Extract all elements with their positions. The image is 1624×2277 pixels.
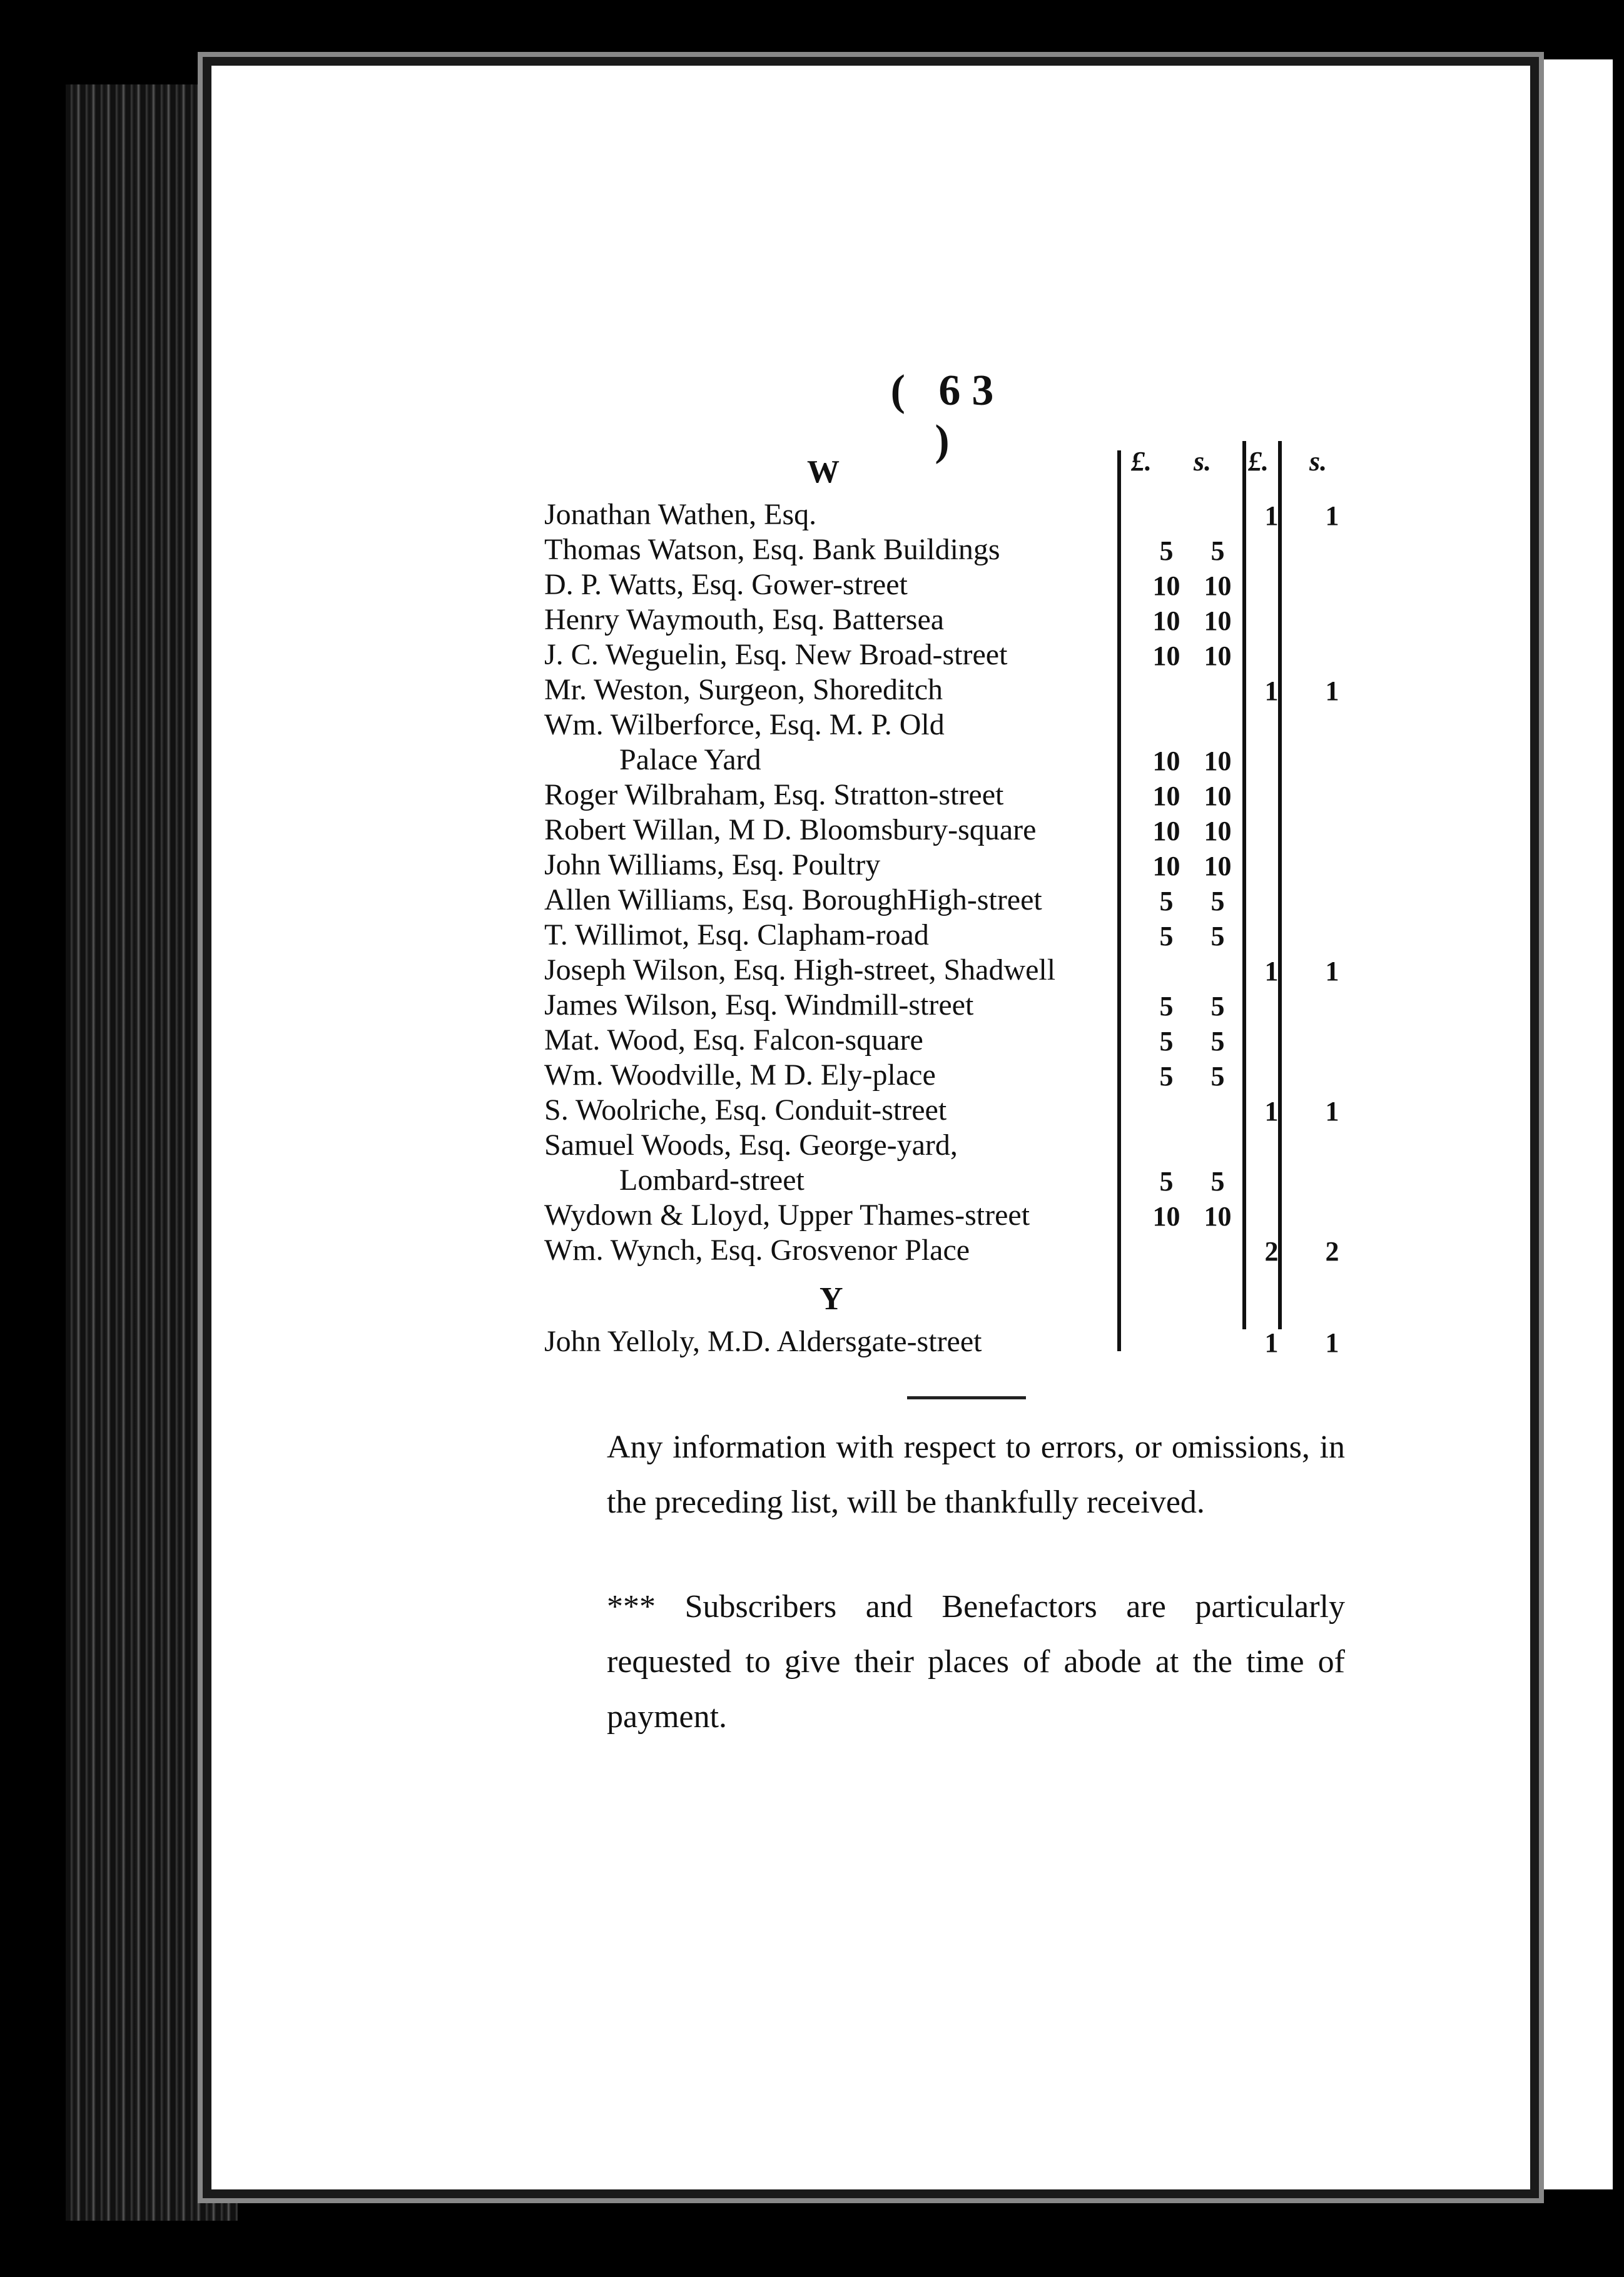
subscriber-shillings-value: 1 — [1325, 500, 1339, 531]
benefactor-pounds-value: 5 — [1159, 886, 1174, 916]
list-item — [0, 813, 1624, 848]
subscriber-pounds-value: 1 — [1264, 500, 1279, 531]
subscriber-name: J. C. Weguelin, Esq. New Broad-street — [544, 638, 1008, 671]
benefactor-pounds-value: 10 — [1152, 816, 1180, 846]
subscriber-pounds-value: 2 — [1264, 1236, 1279, 1267]
benefactor-shillings-value: 5 — [1210, 991, 1225, 1022]
benefactor-pounds-value: 10 — [1152, 606, 1180, 636]
list-item — [0, 1058, 1624, 1093]
benefactor-shillings-value: 5 — [1210, 1166, 1225, 1197]
subscriber-pounds-value: 1 — [1264, 956, 1279, 986]
subscriber-name: D. P. Watts, Esq. Gower-street — [544, 568, 908, 601]
subscriber-name: Joseph Wilson, Esq. High-street, Shadwell — [544, 953, 1056, 986]
subscriber-shillings-value: 1 — [1325, 956, 1339, 986]
subscriber-name: Wm. Wynch, Esq. Grosvenor Place — [544, 1234, 970, 1267]
section-letter: Y — [820, 1281, 843, 1317]
benefactor-shillings-value: 10 — [1204, 746, 1232, 776]
section-rule — [907, 1396, 1026, 1399]
list-item — [0, 778, 1624, 813]
subscriber-name: Wm. Wilberforce, Esq. M. P. Old — [544, 708, 945, 741]
list-item — [0, 988, 1624, 1023]
list-item — [0, 637, 1624, 672]
list-item — [0, 743, 1624, 778]
subscriber-name: Samuel Woods, Esq. George-yard, — [544, 1128, 958, 1162]
subscriber-name: Lombard-street — [619, 1164, 804, 1197]
subscriber-name: Wm. Woodville, M D. Ely-place — [544, 1058, 936, 1092]
errata-note: Any information with respect to errors, or omissions, in the preceding list, will be thankfully received. — [607, 1429, 1345, 1520]
list-item — [0, 1198, 1624, 1233]
list-item — [0, 953, 1624, 988]
benefactor-shillings-value: 5 — [1210, 1026, 1225, 1057]
list-item — [0, 707, 1624, 743]
subscriber-name: T. Willimot, Esq. Clapham-road — [544, 918, 929, 951]
benefactor-pounds-value: 5 — [1159, 1166, 1174, 1197]
benefactor-shillings-value: 10 — [1204, 781, 1232, 811]
benefactor-shillings-header: s. — [1194, 446, 1212, 477]
benefactor-shillings-value: 5 — [1210, 1061, 1225, 1092]
benefactor-pounds-value: 10 — [1152, 851, 1180, 881]
section-letter: W — [807, 454, 840, 490]
list-item — [0, 1163, 1624, 1198]
subscriber-name: John Yelloly, M.D. Aldersgate-street — [544, 1325, 982, 1358]
subscriber-pounds-value: 1 — [1264, 1327, 1279, 1358]
page-number: ( 63 ) — [890, 367, 1005, 465]
subscriber-name: Jonathan Wathen, Esq. — [544, 498, 817, 531]
list-item — [0, 1233, 1624, 1268]
subscriber-shillings-value: 2 — [1325, 1236, 1339, 1267]
benefactor-pounds-value: 10 — [1152, 571, 1180, 601]
subscriber-name: Wydown & Lloyd, Upper Thames-street — [544, 1199, 1030, 1232]
benefactor-pounds-value: 10 — [1152, 641, 1180, 671]
benefactor-shillings-value: 10 — [1204, 851, 1232, 881]
list-item — [0, 602, 1624, 637]
benefactor-shillings-value: 10 — [1204, 1201, 1232, 1232]
subscriber-shillings-value: 1 — [1325, 1096, 1339, 1127]
benefactor-pounds-header: £. — [1131, 446, 1152, 477]
list-item — [0, 918, 1624, 953]
benefactor-shillings-value: 5 — [1210, 535, 1225, 566]
subscriber-name: James Wilson, Esq. Windmill-street — [544, 988, 974, 1022]
list-item — [0, 1324, 1624, 1359]
subscriber-name: Thomas Watson, Esq. Bank Buildings — [544, 533, 1000, 566]
subscriber-shillings-value: 1 — [1325, 1327, 1339, 1358]
subscriber-pounds-value: 1 — [1264, 676, 1279, 706]
list-item — [0, 672, 1624, 707]
benefactor-shillings-value: 10 — [1204, 571, 1232, 601]
subscriber-pounds-value: 1 — [1264, 1096, 1279, 1127]
subscriber-name: Roger Wilbraham, Esq. Stratton-street — [544, 778, 1004, 811]
benefactor-shillings-value: 10 — [1204, 816, 1232, 846]
benefactor-pounds-value: 10 — [1152, 1201, 1180, 1232]
subscriber-name: S. Woolriche, Esq. Conduit-street — [544, 1093, 947, 1127]
subscriber-name: Allen Williams, Esq. BoroughHigh-street — [544, 883, 1042, 916]
subscriber-name: Mr. Weston, Surgeon, Shoreditch — [544, 673, 943, 706]
benefactor-pounds-value: 5 — [1159, 1061, 1174, 1092]
list-item — [0, 532, 1624, 567]
benefactor-shillings-value: 5 — [1210, 886, 1225, 916]
subscriber-name: Robert Willan, M D. Bloomsbury-square — [544, 813, 1037, 846]
benefactor-pounds-value: 5 — [1159, 1026, 1174, 1057]
benefactor-shillings-value: 10 — [1204, 606, 1232, 636]
subscriber-shillings-header: s. — [1309, 446, 1327, 477]
list-item — [0, 1023, 1624, 1058]
subscriber-name: John Williams, Esq. Poultry — [544, 848, 881, 881]
benefactor-pounds-value: 10 — [1152, 746, 1180, 776]
list-item — [0, 567, 1624, 602]
benefactor-pounds-value: 5 — [1159, 991, 1174, 1022]
benefactor-pounds-value: 5 — [1159, 921, 1174, 951]
subscriber-name: Henry Waymouth, Esq. Battersea — [544, 603, 945, 636]
list-item — [0, 1093, 1624, 1128]
list-item — [0, 848, 1624, 883]
subscriber-name: Mat. Wood, Esq. Falcon-square — [544, 1023, 923, 1057]
payment-note: *** Subscribers and Benefactors are particularly requested to give their places of abode at the time of payment. — [607, 1589, 1345, 1735]
benefactor-shillings-value: 10 — [1204, 641, 1232, 671]
benefactor-pounds-value: 10 — [1152, 781, 1180, 811]
list-item — [0, 883, 1624, 918]
benefactor-shillings-value: 5 — [1210, 921, 1225, 951]
subscriber-pounds-header: £. — [1248, 446, 1269, 477]
benefactor-pounds-value: 5 — [1159, 535, 1174, 566]
list-item — [0, 497, 1624, 532]
list-item — [0, 1128, 1624, 1163]
subscriber-name: Palace Yard — [619, 743, 761, 776]
subscriber-shillings-value: 1 — [1325, 676, 1339, 706]
